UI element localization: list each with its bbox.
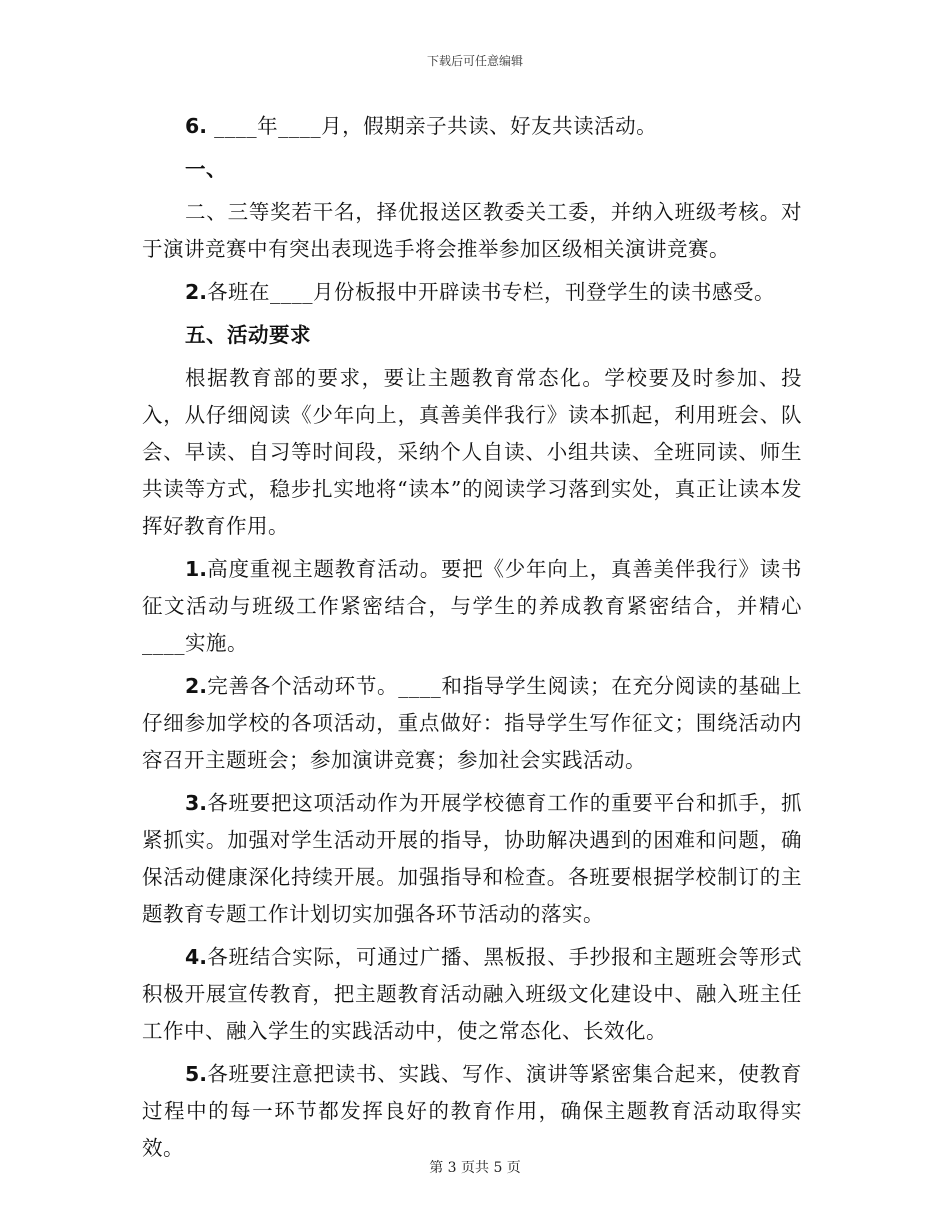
paragraph-text: ____年____月，假期亲子共读、好友共读活动。 [207,114,658,138]
section-heading-one [142,151,802,188]
paragraph-awards [142,194,802,268]
heading-text: 五、活动要求 [185,323,311,347]
paragraph-requirement-4 [142,939,802,1050]
paragraph-requirement-3 [142,785,802,933]
page-header: 下载后可任意编辑 [426,54,523,68]
list-number: 2. [185,280,208,304]
list-number: 2. [185,674,208,698]
list-number: 1. [185,557,208,581]
paragraph-text: 高度重视主题教育活动。要把《少年向上，真善美伴我行》读书征文活动与班级工作紧密结合，与学生的养成教育紧密结合，并精心____实施。 [142,557,802,655]
paragraph-requirement-1 [142,551,802,662]
paragraph-text: 各班要注意把读书、实践、写作、演讲等紧密集合起来，使教育过程中的每一环节都发挥良好的教育作用，确保主题教育活动取得实效。 [142,1062,802,1160]
document-body [142,108,802,1173]
paragraph-text: 根据教育部的要求，要让主题教育常态化。学校要及时参加、投入，从仔细阅读《少年向上，真善美伴我行》读本抓起，利用班会、队会、早读、自习等时间段，采纳个人自读、小组共读、全班同读、师生共读等方式，稳步扎实地将“读本”的阅读学习落到实处，真正让读本发挥好教育作用。 [142,366,802,538]
paragraph-text: 各班在____月份板报中开辟读书专栏，刊登学生的读书感受。 [207,280,776,304]
paragraph-text: 各班结合实际，可通过广播、黑板报、手抄报和主题班会等形式积极开展宣传教育，把主题教育活动融入班级文化建设中、融入班主任工作中、融入学生的实践活动中，使之常态化、长效化。 [142,945,802,1043]
paragraph-item-6-reading-activity [142,108,802,145]
section-heading-requirements [142,317,802,354]
paragraph-text: 各班要把这项活动作为开展学校德育工作的重要平台和抓手，抓紧抓实。加强对学生活动开展的指导，协助解决遇到的困难和问题，确保活动健康深化持续开展。加强指导和检查。各班要根据学校制订的主题教育专题工作计划切实加强各环节活动的落实。 [142,791,802,926]
list-number: 6. [185,114,208,138]
list-number: 3. [185,791,208,815]
page-footer: 第 3 页共 5 页 [429,1160,521,1176]
paragraph-item-2-board-column [142,274,802,311]
paragraph-requirement-2 [142,668,802,779]
paragraph-requirement-5 [142,1056,802,1167]
list-number: 5. [185,1062,208,1086]
paragraph-text: 二、三等奖若干名，择优报送区教委关工委，并纳入班级考核。对于演讲竞赛中有突出表现选手将会推举参加区级相关演讲竞赛。 [142,200,802,261]
heading-text: 一、 [185,157,227,181]
paragraph-text: 完善各个活动环节。____和指导学生阅读；在充分阅读的基础上仔细参加学校的各项活动，重点做好：指导学生写作征文；围绕活动内容召开主题班会；参加演讲竞赛；参加社会实践活动。 [142,674,802,772]
paragraph-requirements-intro [142,360,802,545]
list-number: 4. [185,945,208,969]
